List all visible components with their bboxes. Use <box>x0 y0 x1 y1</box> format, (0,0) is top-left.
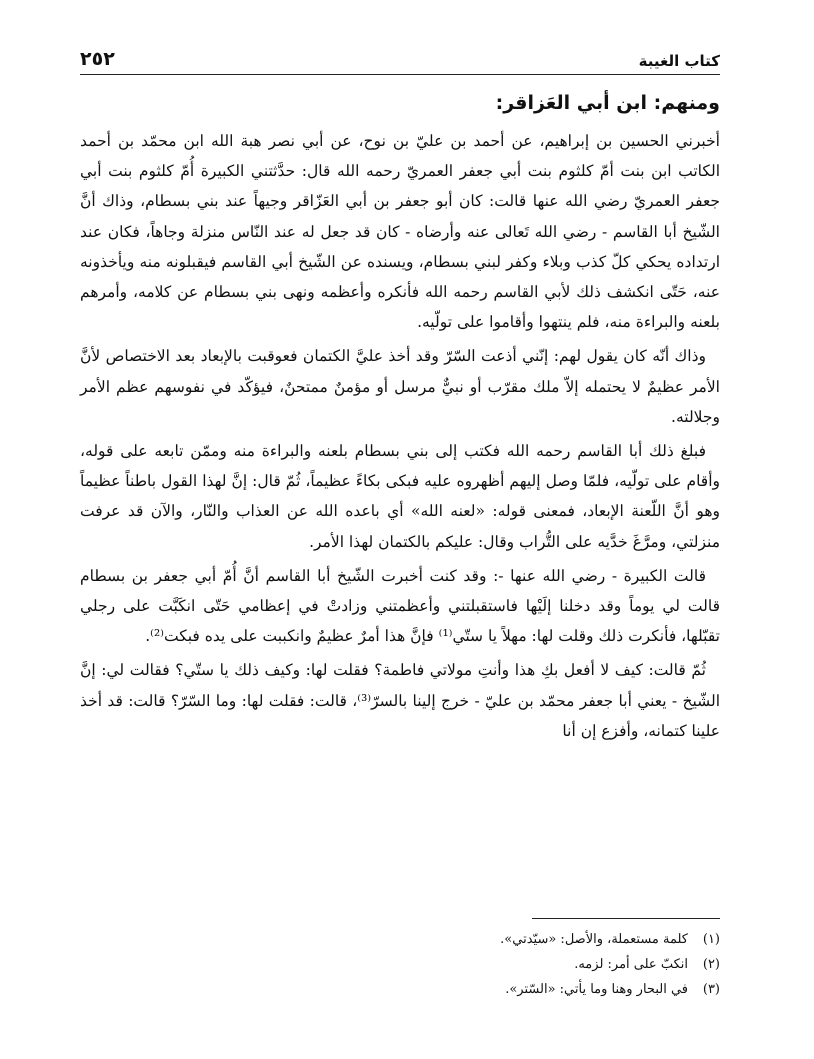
paragraph: ثُمّ قالت: كيف لا أفعل بكِ هذا وأنتِ مولاتي فاطمة؟ فقلت لها: وكيف ذلك يا ستّي؟ فقالت لي: إنَّ الشّيخ - يعني أبا جعفر محمّد بن عليّ - خرج إلينا بالسرّ⁽³⁾، قالت: فقلت لها: وما السّرّ؟ قالت: قد أخذ علينا كتمانه، وأفزع إن أنا <box>80 661 720 740</box>
footnote-text: كلمة مستعملة، والأصل: «سيّدتي». <box>500 932 688 947</box>
paragraph: فبلغ ذلك أبا القاسم رحمه الله فكتب إلى بني بسطام بلعنه والبراءة منه وممّن تابعه على قوله، وأقام على تولّيه، فلمّا وصل إليهم أظهروه عليه فبكى بكاءً عظيماً، ثُمّ قال: إنَّ لهذا القول باطناً عظيماً وهو أنَّ اللّعنة الإبعاد، فمعنى قوله: «لعنه الله» أي باعده الله عن العذاب والنّار، والآن قد عرفت منزلتي، ومرَّغَ خدَّيه على التُّراب وقال: عليكم بالكتمان لهذا الأمر. <box>80 442 720 551</box>
footnotes <box>80 918 720 1002</box>
footnote <box>80 977 720 1002</box>
footnote-number: (٣) <box>702 982 720 997</box>
book-page <box>80 0 720 1059</box>
page-header <box>80 38 720 75</box>
main-text <box>80 88 720 750</box>
paragraph: قالت الكبيرة - رضي الله عنها -: وقد كنت أخبرت الشّيخ أبا القاسم أنَّ أُمّ أبي جعفر بن بسطام قالت لي يوماً وقد دخلنا إلَيْها فاستقبلتني وأعظمتني وزادتْ في إعظامي حَتّى انكَبَّت على رجلي تقبّلها، فأنكرت ذلك وقلت لها: مهلاً يا ستّي⁽¹⁾ فإنَّ هذا أمرٌ عظيمٌ وانكببت على يده فبكت⁽²⁾. <box>80 566 720 646</box>
footnote-divider <box>532 918 720 919</box>
section-heading: ومنهم: ابن أبي العَزاقر: <box>495 92 720 114</box>
paragraph: أخبرني الحسين بن إبراهيم، عن أحمد بن عليّ بن نوح، عن أبي نصر هبة الله ابن محمّد بن أحمد الكاتب ابن بنت أمّ كلثوم بنت أبي جعفر العمريّ رحمه الله قال: حدَّثتني الكبيرة أُمّ كلثوم بنت أبي جعفر العمريّ رضي الله عنها قالت: كان أبو جعفر بن أبي العَزّاقر وجيهاً عند بني بسطام، وذاك أنَّ الشّيخ أبا القاسم - رضي الله تَعالى عنه وأرضاه - كان قد جعل له عند النّاس منزلة وجاهاً، فكان عند ارتداده يحكي كلّ كذب وبلاء وكفر لبني بسطام، ويسنده عن الشّيخ أبي القاسم فيقبلونه منه ويأخذونه عنه، حَتّى انكشف ذلك لأبي القاسم رحمه الله فأنكره وأعظمه ونهى بني بسطام عن كلامه، وأمرهم بلعنه والبراءة منه، فلم ينتهوا وأقاموا على تولّيه. <box>80 132 720 332</box>
footnote-text: انكبّ على أمر: لزمه. <box>574 957 688 972</box>
paragraph: وذاك أنّه كان يقول لهم: إنّني أذعت السّرّ وقد أخذ عليَّ الكتمان فعوقبت بالإبعاد بعد الاختصاص لأنَّ الأمر عظيمٌ لا يحتمله إلاّ ملك مقرّب أو نبيٌّ مرسل أو مؤمنٌ ممتحنٌ، فيؤكّد في نفوسهم عظم الأمر وجلالته. <box>80 347 720 426</box>
footnote <box>80 952 720 977</box>
footnote-number: (٢) <box>702 957 720 972</box>
footnote-text: في البحار وهنا وما يأتي: «السّتر». <box>505 982 688 997</box>
page-number: ٢٥٢ <box>80 48 115 70</box>
footnote-number: (١) <box>702 932 720 947</box>
running-title: كتاب الغيبة <box>638 52 720 70</box>
footnote <box>80 927 720 952</box>
